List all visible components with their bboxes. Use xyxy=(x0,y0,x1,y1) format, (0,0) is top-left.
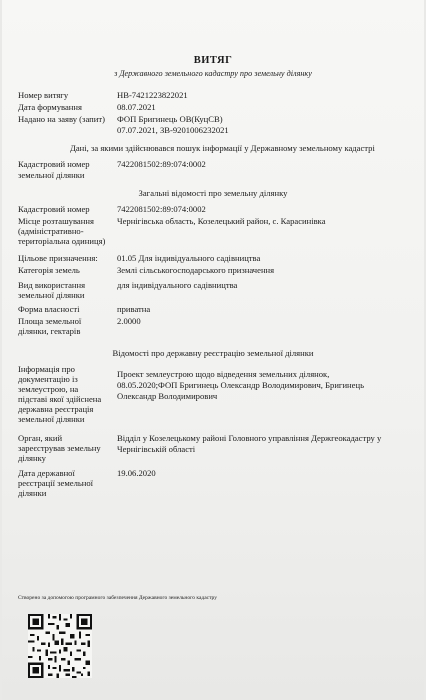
area-label-2: ділянки, гектарів xyxy=(18,326,81,336)
doc-info-label-4: підставі якої здійснена xyxy=(18,394,102,404)
ownership-value: приватна xyxy=(117,304,151,314)
document-title: ВИТЯГ xyxy=(193,55,233,66)
doc-info-label: Інформація про xyxy=(18,364,75,374)
search-note: Дані, за якими здійснювався пошук інформації у Державному земельному кадастрі xyxy=(70,143,375,153)
request-value-detail: 07.07.2021, ЗВ-9201006232021 xyxy=(117,125,229,135)
organ-value: Відділ у Козелецькому районі Головного управління Держгеокадастру у xyxy=(117,433,382,443)
doc-info-label-3: землеустрою, на xyxy=(18,384,79,394)
doc-info-label-2: документацію із xyxy=(18,374,78,384)
location-label-2: (адміністративно- xyxy=(18,226,84,236)
use-value: для індивідуального садівництва xyxy=(117,280,238,290)
location-label: Місце розташування xyxy=(18,216,94,226)
cadastral-number-value: 7422081502:89:074:0002 xyxy=(117,204,206,214)
search-cadastral-value: 7422081502:89:074:0002 xyxy=(117,159,206,169)
qr-code xyxy=(28,614,92,678)
use-label: Вид використання xyxy=(18,280,86,290)
location-value: Чернігівська область, Козелецький район, с. Карасинівка xyxy=(117,216,326,226)
general-section-title: Загальні відомості про земельну ділянку xyxy=(138,188,288,198)
doc-info-value-3: Олександр Володимирович xyxy=(117,391,218,401)
document-page xyxy=(2,0,424,700)
organ-label-3: ділянку xyxy=(18,453,46,463)
extract-number-label: Номер витягу xyxy=(18,90,69,100)
location-label-3: територіальна одиниця) xyxy=(18,236,106,246)
registration-date-value: 19.06.2020 xyxy=(117,468,156,478)
organ-label-2: зареєстрував земельну xyxy=(18,443,101,453)
document-subtitle: з Державного земельного кадастру про земельну ділянку xyxy=(114,69,312,78)
formation-date-value: 08.07.2021 xyxy=(117,102,156,112)
organ-label: Орган, який xyxy=(18,433,63,443)
registration-date-label: Дата державної xyxy=(18,468,75,478)
use-label-2: земельної ділянки xyxy=(18,290,85,300)
doc-info-value: Проект землеустрою щодо відведення земельних ділянок, xyxy=(117,369,330,379)
category-value: Землі сільськогосподарського призначення xyxy=(117,265,275,275)
software-note: Створено за допомогою програмного забезпечення Державного земельного кадастру xyxy=(18,595,217,601)
cadastral-number-label: Кадастровий номер xyxy=(18,204,90,214)
request-value: ФОП Бригинець ОВ(КуцСВ) xyxy=(117,114,223,124)
ownership-label: Форма власності xyxy=(18,304,80,314)
doc-info-label-6: земельної ділянки xyxy=(18,414,85,424)
search-cadastral-label: Кадастровий номер xyxy=(18,159,90,169)
doc-info-label-5: державна реєстрація xyxy=(18,404,94,414)
registration-date-label-3: ділянки xyxy=(18,488,47,498)
search-cadastral-label-2: земельної ділянки xyxy=(18,170,85,180)
organ-value-2: Чернігівській області xyxy=(117,444,196,454)
extract-number-value: НВ-7421223822021 xyxy=(117,90,188,100)
registration-date-label-2: реєстрації земельної xyxy=(18,478,94,488)
registration-section-title: Відомості про державну реєстрацію земельної ділянки xyxy=(112,348,314,358)
purpose-label: Цільове призначення: xyxy=(18,253,98,263)
area-value: 2.0000 xyxy=(117,316,141,326)
category-label: Категорія земель xyxy=(18,265,80,275)
doc-info-value-2: 08.05.2020;ФОП Бригинець Олександр Володимирович, Бригинець xyxy=(117,380,364,390)
request-label: Надано на заяву (запит) xyxy=(18,114,105,124)
formation-date-label: Дата формування xyxy=(18,102,82,112)
area-label: Площа земельної xyxy=(18,316,82,326)
purpose-value: 01.05 Для індивідуального садівництва xyxy=(117,253,261,263)
